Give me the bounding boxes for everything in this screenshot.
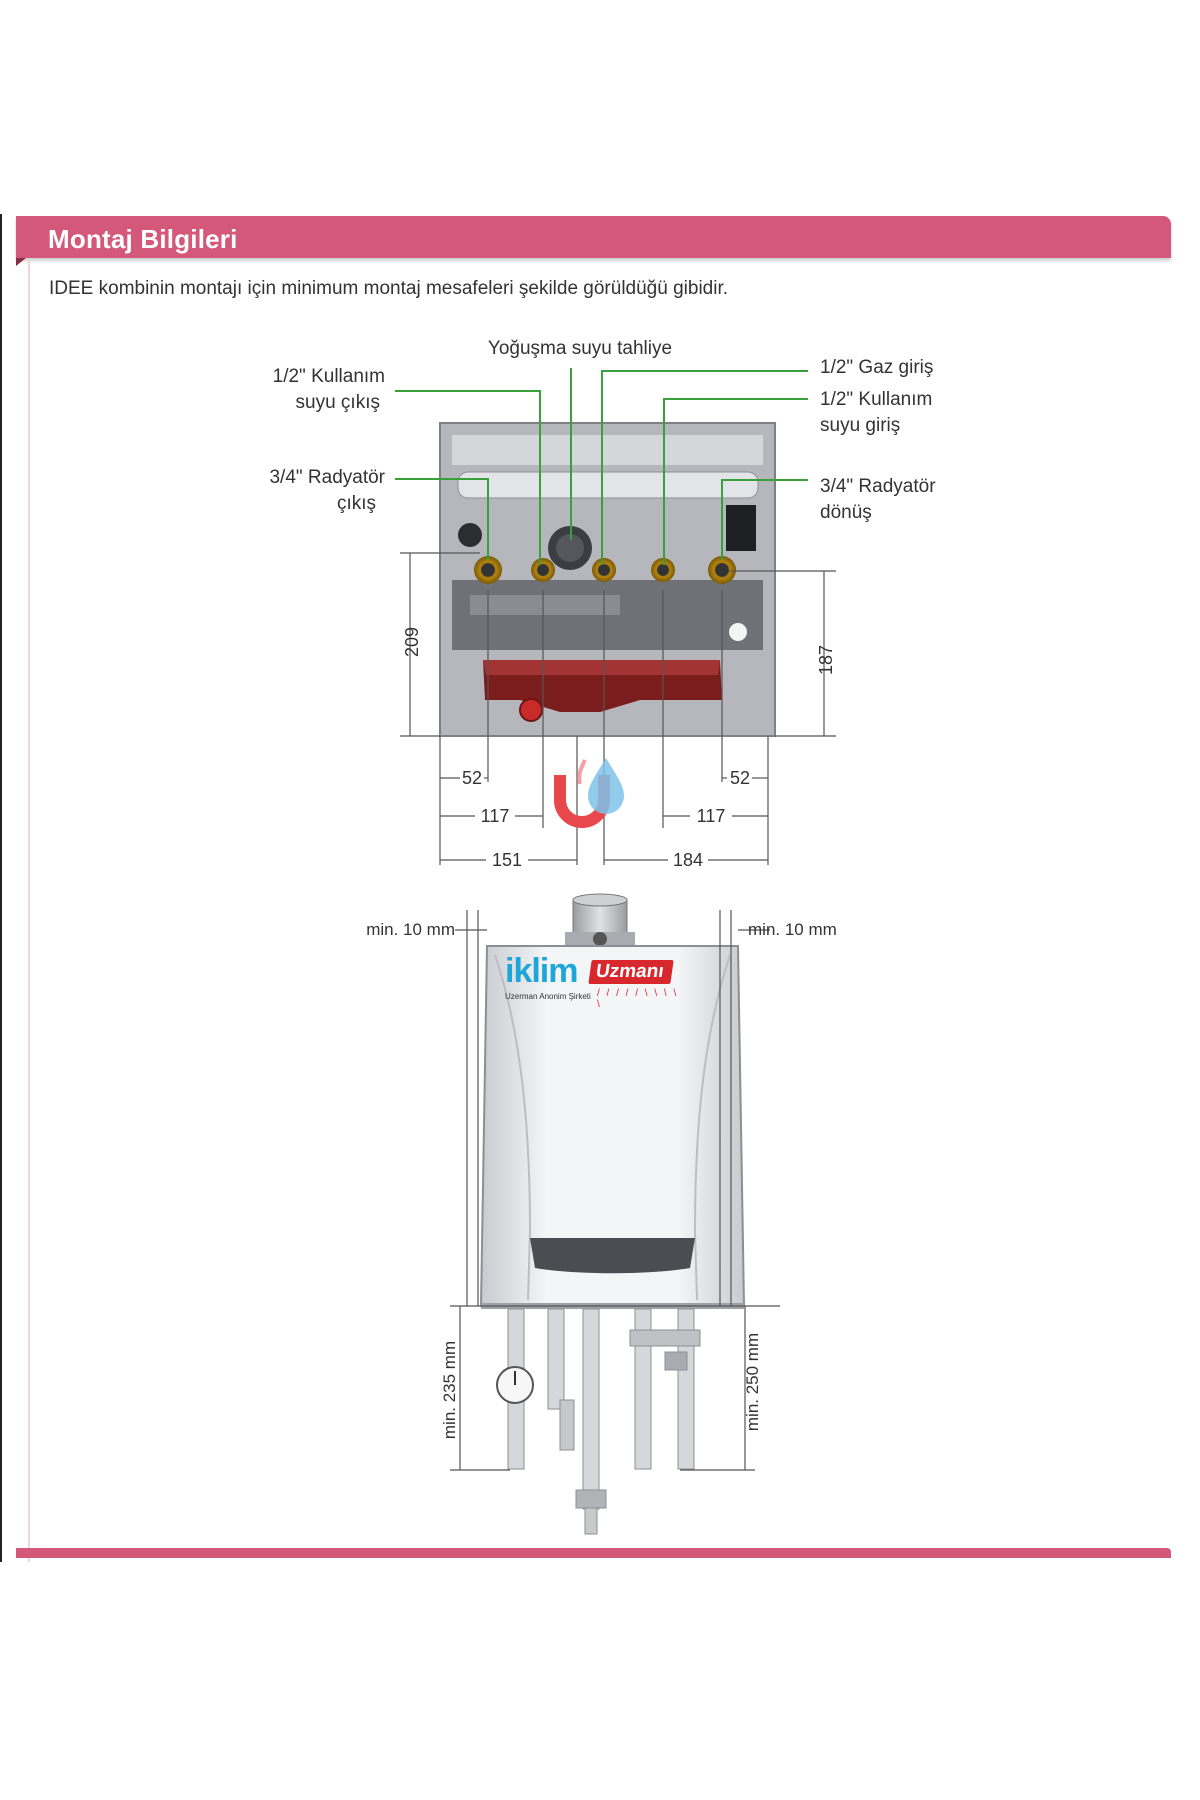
connector-condensate	[592, 558, 616, 582]
label-cold-water-in-line2: suyu giriş	[820, 415, 901, 436]
logo-subtitle: Uzerman Anonim Şirketi	[505, 992, 591, 1001]
label-gas-in: 1/2" Gaz giriş	[820, 357, 934, 378]
dim-right-184: 184	[672, 850, 704, 870]
clearance-below-left-label: min. 235 mm	[440, 1340, 459, 1440]
clearance-right-label: min. 10 mm	[748, 920, 837, 939]
label-radiator-return-line2: dönüş	[820, 502, 872, 523]
connector-hot-water-out	[531, 558, 555, 582]
logo-badge-text: Uzmanı	[588, 960, 673, 984]
logo-main-text: iklim	[505, 952, 578, 990]
dim-left-117: 117	[480, 806, 510, 826]
dim-left-height: 209	[402, 626, 422, 658]
u-drop-watermark	[560, 758, 624, 822]
label-hot-water-out-line1: 1/2" Kullanım	[272, 366, 385, 387]
intro-text: IDEE kombinin montajı için minimum montaj mesafeleri şekilde görüldüğü gibidir.	[49, 278, 729, 299]
label-radiator-out-line1: 3/4" Radyatör	[269, 467, 385, 488]
label-cold-water-in-line1: 1/2" Kullanım	[820, 389, 933, 410]
dim-right-height: 187	[816, 644, 836, 676]
clearance-left-label: min. 10 mm	[366, 920, 455, 939]
dim-right-117: 117	[696, 806, 726, 826]
front-pipes	[497, 1309, 700, 1534]
section-footer-band	[16, 1548, 1171, 1558]
dim-left-151: 151	[491, 850, 523, 870]
label-radiator-out-line2: çıkış	[336, 493, 376, 514]
label-condensate: Yoğuşma suyu tahliye	[487, 338, 673, 359]
brand-watermark-logo	[505, 952, 685, 1008]
clearance-below-right-label: min. 250 mm	[743, 1332, 762, 1432]
section-title: Montaj Bilgileri	[48, 224, 238, 254]
dim-left-52: 52	[461, 768, 483, 788]
connector-radiator-out	[474, 556, 502, 584]
connector-radiator-return	[708, 556, 736, 584]
dim-right-52: 52	[729, 768, 751, 788]
label-radiator-return-line1: 3/4" Radyatör	[820, 476, 936, 497]
label-hot-water-out-line2: suyu çıkış	[295, 392, 380, 413]
logo-ticks: / / / / / \ \ \ \ \	[597, 988, 679, 1010]
